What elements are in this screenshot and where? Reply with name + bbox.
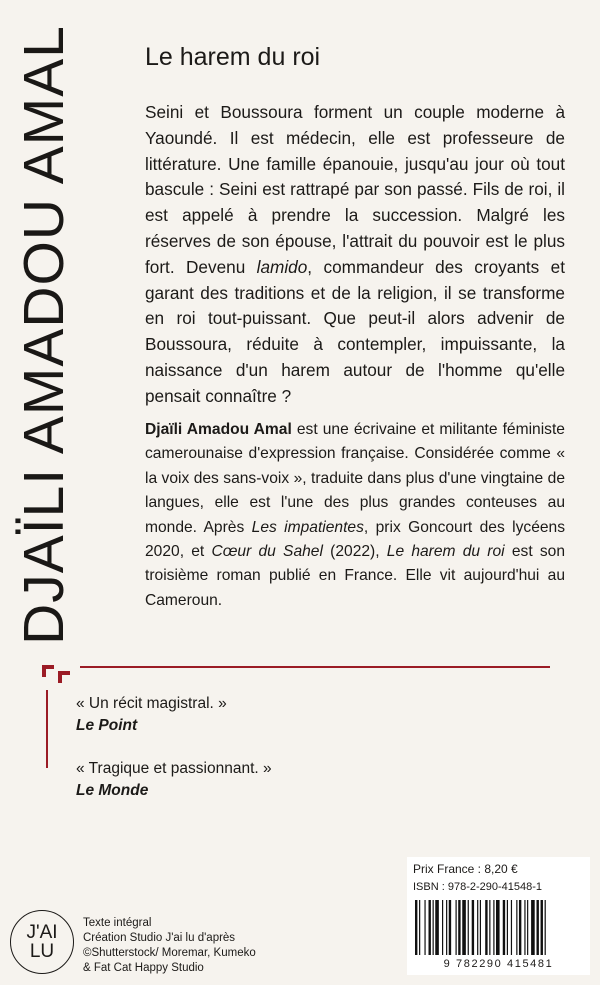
divider-left [46, 690, 48, 768]
bio-book-1: Les impatientes [251, 518, 364, 536]
author-name-text: DJAÏLI AMADOU AMAL [12, 25, 76, 645]
credit-line: & Fat Cat Happy Studio [83, 962, 204, 974]
logo-line-1: J'AI [26, 922, 58, 943]
barcode-number: 9 782290 415481 [443, 958, 554, 970]
logo-line-2: LU [29, 941, 55, 962]
author-name-vertical [8, 25, 80, 645]
bio-text-3: (2022), [322, 543, 387, 561]
bio-book-2: Cœur du Sahel [211, 543, 323, 561]
divider-top [80, 666, 550, 668]
book-title: Le harem du roi [145, 43, 321, 71]
summary-italic-term: lamido [256, 256, 308, 277]
barcode-icon [413, 900, 585, 955]
summary-text-2: , commandeur des croyants et garant des traditions et de la religion, il se transforme en roi tout-puissant. Que peut-il alors advenir de Boussoura, réduite à contempler, impuissante, la naissance d'un harem autour de l'homme qu'elle pensait connaître ? [145, 256, 565, 406]
bio-author-name: Djaïli Amadou Amal [145, 421, 292, 438]
credits [83, 916, 256, 976]
review-source: Le Monde [76, 782, 149, 799]
review-item [76, 758, 272, 802]
review-quote: « Un récit magistral. » [76, 695, 227, 712]
review-source: Le Point [76, 717, 138, 734]
credit-line: ©Shutterstock/ Moremar, Kumeko [83, 947, 256, 959]
bio-text-4: est son troisième roman publié en France. Elle vit aujourd'hui au Cameroun. [145, 543, 566, 609]
review-quote: « Tragique et passionnant. » [76, 760, 272, 777]
quote-mark-icon [42, 665, 74, 687]
summary-text-1: Seini et Boussoura forment un couple moderne à Yaoundé. Il est médecin, elle est professeure de littérature. Une famille épanouie, jusqu'au jour où tout bascule : Seini est rattrapé par son passé. Fils de roi, il est appelé à prendre la succession. Malgré les réserves de son épouse, l'attrait du pouvoir est le plus fort. Devenu [145, 102, 565, 277]
credit-line: Création Studio J'ai lu d'après [83, 932, 236, 944]
publisher-logo [10, 910, 74, 974]
isbn-label: ISBN : 978-2-290-41548-1 [413, 881, 543, 893]
price-label: Prix France : 8,20 € [413, 862, 518, 876]
author-bio [145, 418, 565, 613]
credit-line: Texte intégral [83, 917, 152, 929]
bio-book-3: Le harem du roi [386, 543, 505, 561]
book-summary [145, 100, 565, 410]
review-item [76, 693, 227, 737]
bio-text-1: est une écrivaine et militante féministe camerounaise d'expression française. Considérée comme « la voix des sans-voix », traduite dans plus d'une vingtaine de langues, elle est l'une des plus grandes conteuses au monde. Après [145, 421, 565, 536]
bio-text-2: , prix Goncourt des lycéens 2020, et [145, 518, 566, 561]
